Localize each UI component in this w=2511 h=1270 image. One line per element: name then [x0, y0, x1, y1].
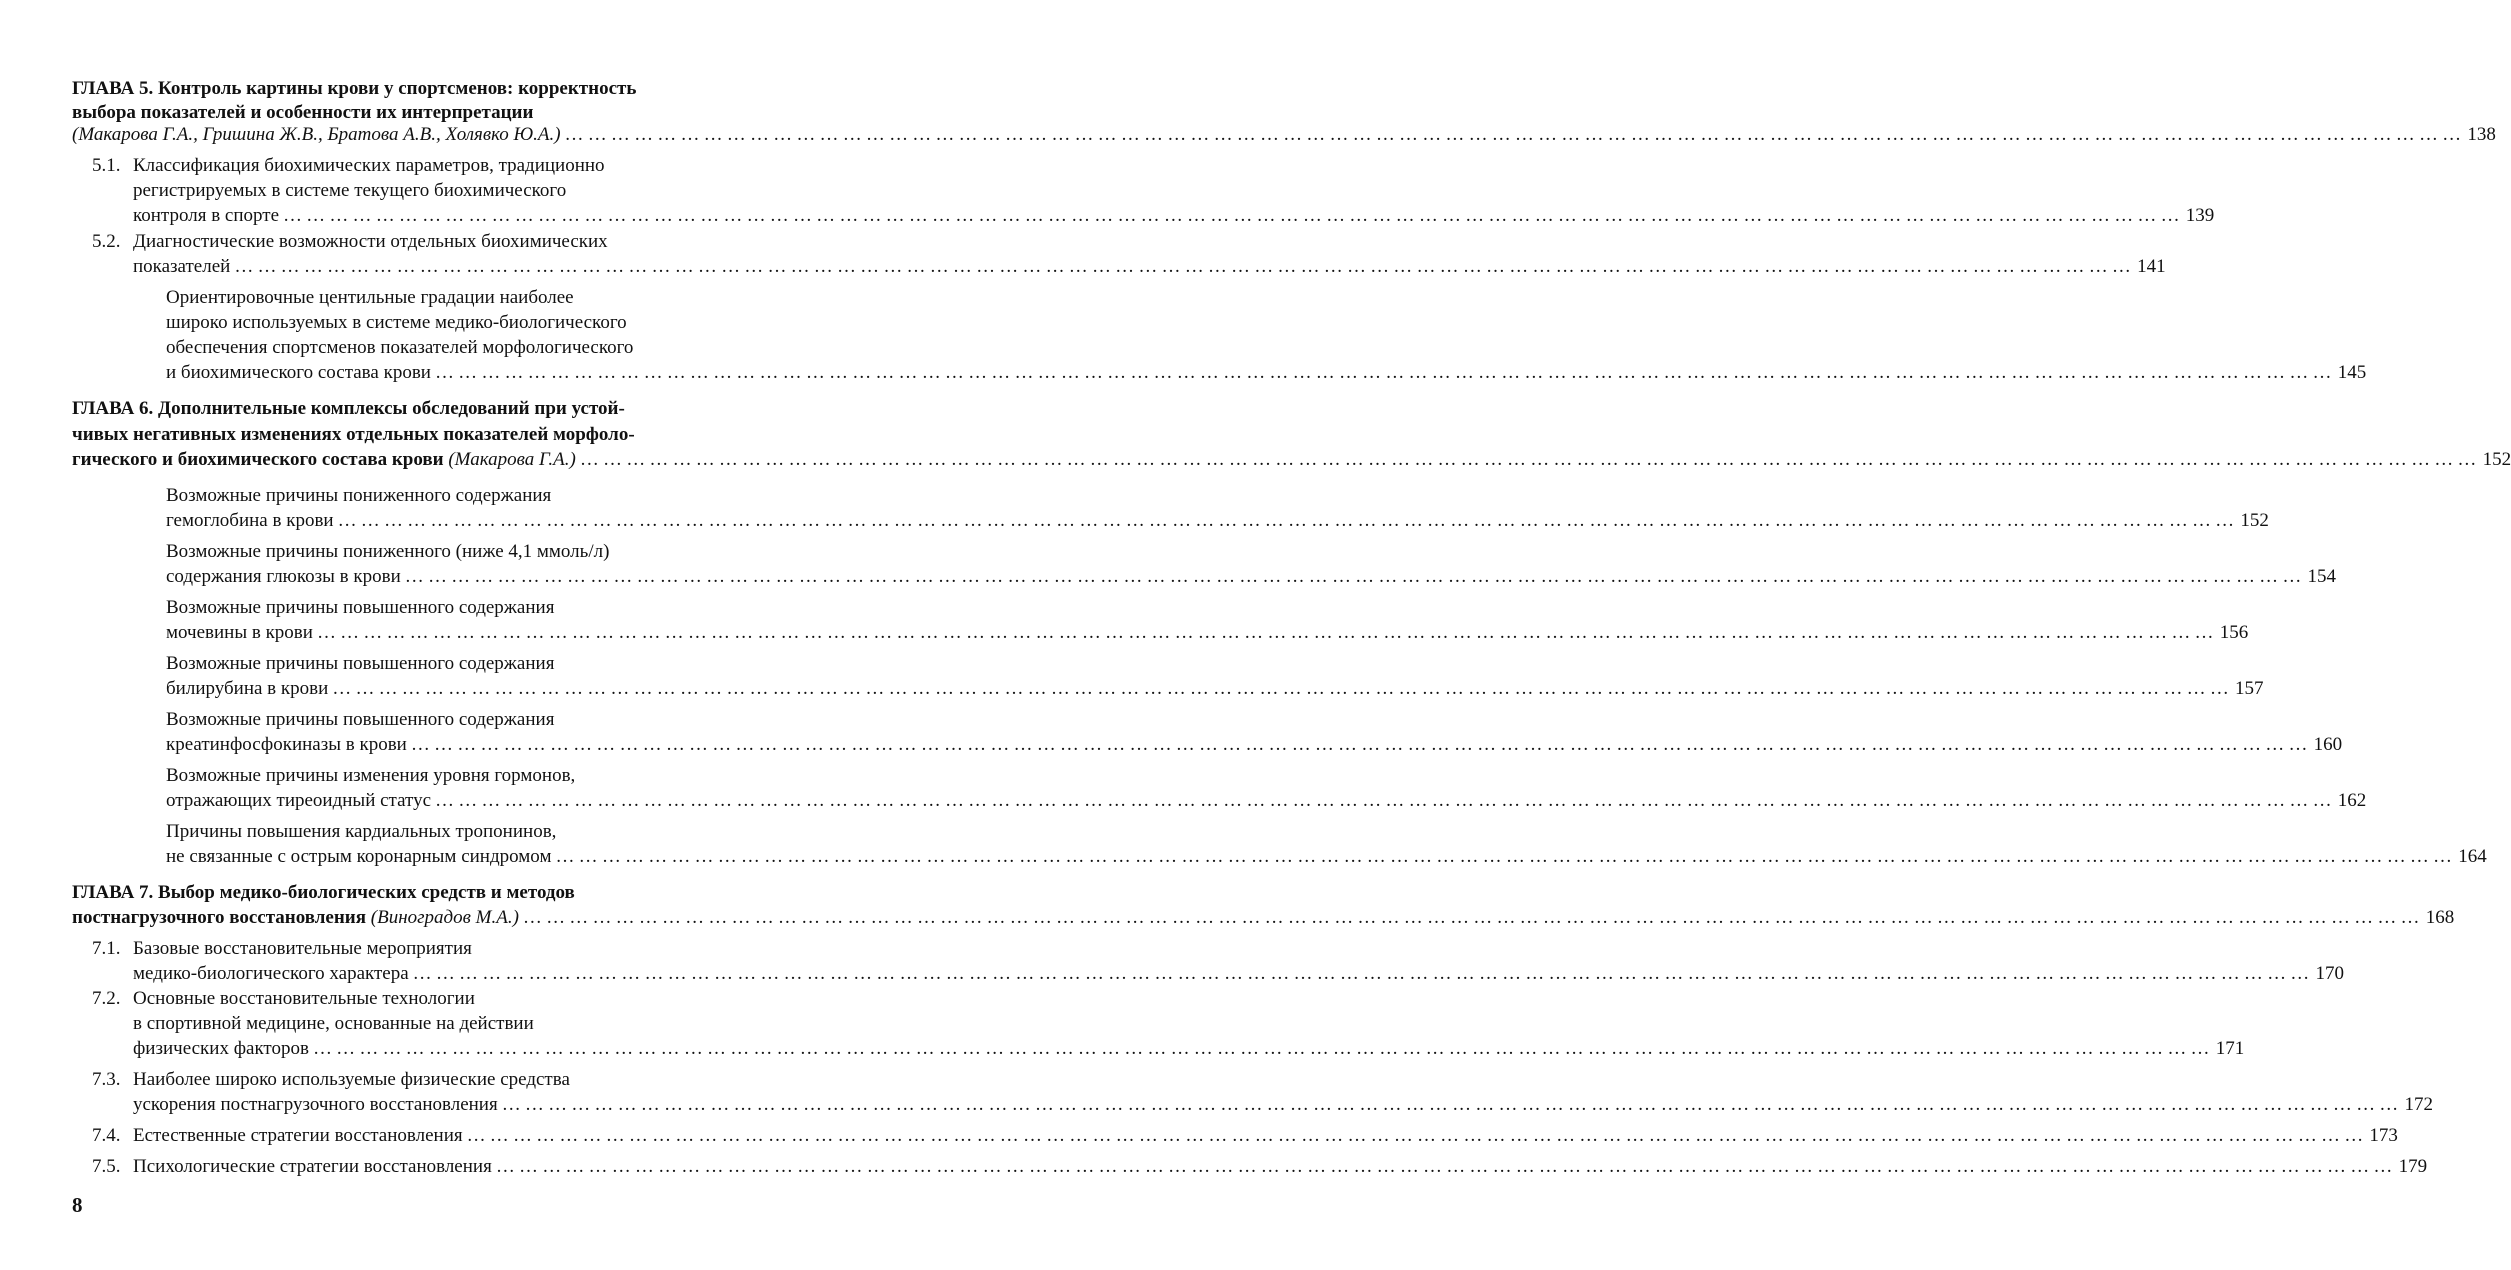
subsection-6-6-line1: Возможные причины изменения уровня гормонов, — [166, 765, 576, 786]
subsection-5-a-line4: и биохимического состава крови — [166, 362, 431, 383]
subsection-6-1-line2: гемоглобина в крови — [166, 510, 334, 531]
subsection-5-a-line3: обеспечения спортсменов показателей морфологического — [166, 337, 634, 358]
leader-dots: ………………………………………………………………………………………………………………………………………………………………………………………………………………………… — [466, 1125, 2368, 1146]
chapter-6-title-line1: ГЛАВА 6. Дополнительные комплексы обследований при устой- — [72, 398, 625, 419]
subsection-6-6-entry[interactable] — [166, 788, 2367, 814]
section-5-1-line3: контроля в спорте — [133, 205, 279, 226]
section-7-1-entry[interactable] — [133, 961, 2344, 987]
section-5-2-page: 141 — [2137, 256, 2166, 277]
subsection-6-5-line2: креатинфосфокиназы в крови — [166, 734, 407, 755]
section-5-1-page: 139 — [2185, 205, 2215, 226]
section-7-4-number: 7.4. — [92, 1125, 121, 1146]
section-7-1-line2: медико-биологического характера — [133, 963, 409, 984]
subsection-6-2-line2: содержания глюкозы в крови — [166, 566, 401, 587]
subsection-5-a-line2: широко используемых в системе медико-биологического — [166, 312, 627, 333]
subsection-6-2-page: 154 — [2307, 566, 2337, 587]
leader-dots: ………………………………………………………………………………………………………………………………………………………………………………………………………………………… — [579, 449, 2481, 470]
subsection-6-6-line2: отражающих тиреоидный статус — [166, 790, 432, 811]
subsection-6-3-line2: мочевины в крови — [166, 622, 313, 643]
subsection-6-5-entry[interactable] — [166, 732, 2343, 758]
leader-dots: ………………………………………………………………………………………………………………………………………………………………………………………………………………………… — [435, 790, 2336, 811]
section-7-3-page: 172 — [2404, 1094, 2433, 1115]
section-7-4-entry[interactable] — [133, 1123, 2398, 1149]
leader-dots: ………………………………………………………………………………………………………………………………………………………………………………………………………………………… — [312, 1038, 2214, 1059]
subsection-6-5-page: 160 — [2313, 734, 2343, 755]
section-7-5-entry[interactable] — [133, 1154, 2428, 1180]
subsection-6-7-line2: не связанные с острым коронарным синдромом — [166, 846, 552, 867]
subsection-6-4-line2: билирубина в крови — [166, 678, 329, 699]
subsection-6-7-page: 164 — [2458, 846, 2487, 867]
section-5-1-line1: Классификация биохимических параметров, традиционно — [133, 155, 605, 176]
section-5-1-line2: регистрируемых в системе текущего биохимического — [133, 180, 567, 201]
chapter-6-entry[interactable] — [72, 447, 2511, 473]
section-7-4-line1: Естественные стратегии восстановления — [133, 1125, 463, 1146]
chapter-6-title-line2: чивых негативных изменениях отдельных показателей морфоло- — [72, 424, 635, 445]
chapter-7-title-line2: постнагрузочного восстановления — [72, 907, 367, 928]
section-5-2-line2: показателей — [133, 256, 231, 277]
leader-dots: ………………………………………………………………………………………………………………………………………………………………………………………………………………………… — [404, 566, 2306, 587]
section-7-2-number: 7.2. — [92, 988, 121, 1009]
leader-dots: ………………………………………………………………………………………………………………………………………………………………………………………………………………………… — [316, 622, 2218, 643]
subsection-6-3-line1: Возможные причины повышенного содержания — [166, 597, 555, 618]
section-7-2-page: 171 — [2215, 1038, 2245, 1059]
chapter-5-title-line1: ГЛАВА 5. Контроль картины крови у спортсменов: корректность — [72, 78, 637, 99]
subsection-6-6-page: 162 — [2337, 790, 2367, 811]
leader-dots: ………………………………………………………………………………………………………………………………………………………………………………………………………………………… — [522, 907, 2424, 928]
chapter-5-entry[interactable] — [72, 122, 2496, 148]
subsection-6-1-entry[interactable] — [166, 508, 2269, 534]
subsection-6-7-entry[interactable] — [166, 844, 2487, 870]
page-number: 8 — [72, 1193, 83, 1217]
section-5-2-entry[interactable] — [133, 254, 2166, 280]
leader-dots: ………………………………………………………………………………………………………………………………………………………………………………………………………………………… — [337, 510, 2239, 531]
chapter-5-authors: (Макарова Г.А., Гришина Ж.В., Братова А.В., Холявко Ю.А.) — [72, 124, 561, 145]
subsection-6-1-page: 152 — [2240, 510, 2269, 531]
subsection-6-4-entry[interactable] — [166, 676, 2264, 702]
subsection-6-2-line1: Возможные причины пониженного (ниже 4,1 ммоль/л) — [166, 541, 610, 562]
section-7-3-number: 7.3. — [92, 1069, 121, 1090]
section-7-1-number: 7.1. — [92, 938, 121, 959]
chapter-5-title-line2: выбора показателей и особенности их интерпретации — [72, 102, 534, 123]
section-7-4-page: 173 — [2369, 1125, 2398, 1146]
section-7-5-number: 7.5. — [92, 1156, 121, 1177]
subsection-6-7-line1: Причины повышения кардиальных тропонинов, — [166, 821, 557, 842]
subsection-6-4-line1: Возможные причины повышенного содержания — [166, 653, 555, 674]
leader-dots: ………………………………………………………………………………………………………………………………………………………………………………………………………………………… — [564, 124, 2466, 145]
section-5-2-number: 5.2. — [92, 231, 121, 252]
subsection-5-a-page: 145 — [2337, 362, 2367, 383]
subsection-5-a-line1: Ориентировочные центильные градации наиболее — [166, 287, 574, 308]
section-7-2-line3: физических факторов — [133, 1038, 309, 1059]
section-7-3-entry[interactable] — [133, 1092, 2433, 1118]
section-7-3-line2: ускорения постнагрузочного восстановления — [133, 1094, 498, 1115]
chapter-7-title-line1: ГЛАВА 7. Выбор медико-биологических средств и методов — [72, 882, 575, 903]
subsection-5-a-entry[interactable] — [166, 360, 2367, 386]
leader-dots: ………………………………………………………………………………………………………………………………………………………………………………………………………………………… — [234, 256, 2136, 277]
leader-dots: ………………………………………………………………………………………………………………………………………………………………………………………………………………………… — [495, 1156, 2397, 1177]
subsection-6-3-entry[interactable] — [166, 620, 2249, 646]
chapter-7-page: 168 — [2425, 907, 2455, 928]
chapter-6-authors: (Макарова Г.А.) — [448, 449, 576, 470]
subsection-6-2-entry[interactable] — [166, 564, 2337, 590]
section-7-5-page: 179 — [2398, 1156, 2428, 1177]
section-5-2-line1: Диагностические возможности отдельных биохимических — [133, 231, 608, 252]
chapter-7-authors: (Виноградов М.А.) — [370, 907, 519, 928]
leader-dots: ………………………………………………………………………………………………………………………………………………………………………………………………………………………… — [332, 678, 2234, 699]
section-7-2-line1: Основные восстановительные технологии — [133, 988, 475, 1009]
subsection-6-5-line1: Возможные причины повышенного содержания — [166, 709, 555, 730]
leader-dots: ………………………………………………………………………………………………………………………………………………………………………………………………………………………… — [501, 1094, 2403, 1115]
leader-dots: ………………………………………………………………………………………………………………………………………………………………………………………………………………………… — [410, 734, 2312, 755]
section-7-5-line1: Психологические стратегии восстановления — [133, 1156, 492, 1177]
chapter-5-page: 138 — [2467, 124, 2496, 145]
subsection-6-1-line1: Возможные причины пониженного содержания — [166, 485, 552, 506]
section-5-1-number: 5.1. — [92, 155, 121, 176]
chapter-6-page: 152 — [2482, 449, 2511, 470]
leader-dots: ………………………………………………………………………………………………………………………………………………………………………………………………………………………… — [412, 963, 2314, 984]
chapter-7-entry[interactable] — [72, 905, 2455, 931]
subsection-6-4-page: 157 — [2235, 678, 2264, 699]
section-7-1-page: 170 — [2315, 963, 2344, 984]
leader-dots: ………………………………………………………………………………………………………………………………………………………………………………………………………………………… — [283, 205, 2184, 226]
section-7-3-line1: Наиболее широко используемые физические средства — [133, 1069, 570, 1090]
section-5-1-entry[interactable] — [133, 203, 2215, 229]
leader-dots: ………………………………………………………………………………………………………………………………………………………………………………………………………………………… — [555, 846, 2457, 867]
subsection-6-3-page: 156 — [2219, 622, 2249, 643]
section-7-1-line1: Базовые восстановительные мероприятия — [133, 938, 472, 959]
leader-dots: ………………………………………………………………………………………………………………………………………………………………………………………………………………………… — [434, 362, 2336, 383]
section-7-2-line2: в спортивной медицине, основанные на действии — [133, 1013, 534, 1034]
section-7-2-entry[interactable] — [133, 1036, 2245, 1062]
chapter-6-title-line3: гического и биохимического состава крови — [72, 449, 444, 470]
